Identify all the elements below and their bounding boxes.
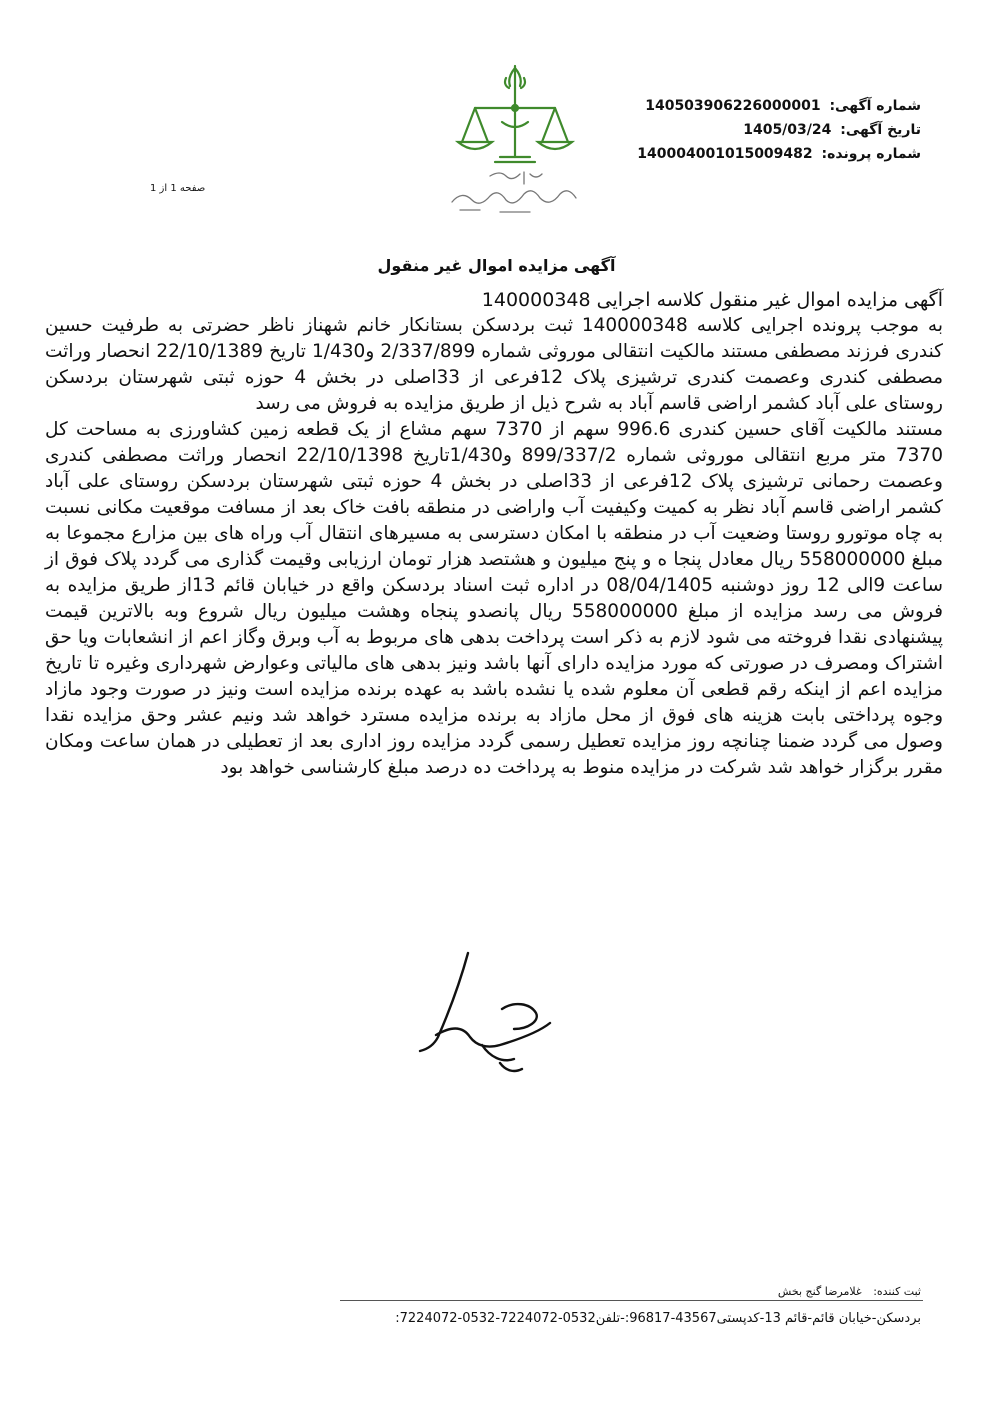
footer-divider: [340, 1300, 923, 1301]
case-number-row: [621, 142, 921, 166]
handwritten-signature-icon: [390, 945, 560, 1085]
scales-of-justice-icon: [440, 62, 590, 222]
notice-number: 140503906226000001: [645, 98, 821, 114]
registrar-name: غلامرضا گنج بخش: [777, 1285, 862, 1298]
office-address: بردسکن-خیابان قائم-قائم 13-کدپستی43567-96817:-تلفن0532-7224072-0532-7224072:: [395, 1311, 921, 1326]
notice-date-row: [621, 118, 921, 142]
judiciary-emblem-logo: [440, 62, 590, 222]
notice-meta: [621, 94, 921, 166]
page-indicator: صفحه 1 از 1: [150, 183, 206, 194]
body-paragraph: مستند مالکیت آقای حسین کندری 996.6 سهم از 7370 سهم مشاع از یک قطعه زمین کشاورزی به مساحت کل 7370 متر مربع انتقالی موروثی شماره 899/337/2 و1/430تاریخ 22/10/1398 انحصار وراثت مصطفی کندری وعصمت رحمانی ترشیزی پلاک 12فرعی از 33اصلی در بخش 4 حوزه ثبتی شهرستان بردسکن روستای علی آباد کشمر اراضی قاسم آباد نظر به کمیت وکیفیت آب واراضی در منطقه بافت خاک بعد از مسافت موقعیت مکانی نسبت به چاه موتورو روستا وضعیت آب در منطقه با امکان دسترسی به مسیرهای انتقال آب وراه های بین مزارع مجموعا به مبلغ 558000000 ریال معادل پنجا ه و پنج میلیون و هشتصد هزار تومان ارزیابی وقیمت گذاری می گردد پلاک فوق از ساعت 9الی 12 روز دوشنبه 08/04/1405 در اداره ثبت اسناد بردسکن واقع در خیابان قائم 13از طریق مزایده به فروش می رسد مزایده از مبلغ 558000000 ریال پانصدو پنجاه وهشت میلیون ریال شروع وبه بالاترین قیمت پیشنهادی نقدا فروخته می شود لازم به ذکر است پرداخت بدهی های مربوط به آب وبرق وگاز اعم از انشعابات ویا حق اشتراک ومصرف در صورتی که مورد مزایده دارای آنها باشد ونیز بدهی های مالیاتی وعوارض شهرداری وغیره تا تاریخ مزایده اعم از اینکه رقم قطعی آن معلوم شده یا نشده باشد به عهده برنده مزایده است ونیز در صورت وجود مازاد وجوه پرداختی بابت هزینه های فوق از محل مازاد به برنده مزایده مسترد خواهد شد ونیم عشر وحق مزایده نقدا وصول می گردد ضمنا چنانچه روز مزایده تعطیل رسمی گردد مزایده روز اداری بعد از تعطیلی در همان ساعت ومکان مقرر برگزار خواهد شد شرکت در مزایده منوط به پرداخت ده درصد مبلغ کارشناسی خواهد بود: [45, 419, 943, 778]
case-number-label: شماره پرونده:: [821, 146, 921, 162]
signature: [390, 945, 560, 1085]
body-paragraph: به موجب پرونده اجرایی کلاسه 140000348 ثبت بردسکن بستانکار خانم شهناز ناظر حضرتی به طرفیت حسین کندری فرزند مصطفی مستند مالکیت انتقالی موروثی شماره 2/337/899 و1/430 تاریخ 22/10/1389 انحصار وراثت مصطفی کندری وعصمت کندری ترشیزی پلاک 12فرعی از 33اصلی در بخش 4 حوزه ثبتی شهرستان بردسکن روستای علی آباد کشمر اراضی قاسم آباد به شرح ذیل از طریق مزایده به فروش می رسد: [45, 315, 943, 414]
registrar-label: ثبت کننده:: [873, 1285, 921, 1298]
notice-subtitle: آگهی مزایده اموال غیر منقول کلاسه اجرایی 140000348: [481, 289, 943, 311]
notice-number-label: شماره آگهی:: [829, 98, 921, 114]
notice-date-label: تاریخ آگهی:: [840, 122, 921, 138]
notice-body: [45, 313, 943, 781]
notice-date: 1405/03/24: [743, 122, 832, 138]
registrar: [778, 1285, 921, 1298]
case-number: 140004001015009482: [637, 146, 813, 162]
notice-number-row: [621, 94, 921, 118]
page-title: آگهی مزایده اموال غیر منقول: [377, 256, 616, 275]
